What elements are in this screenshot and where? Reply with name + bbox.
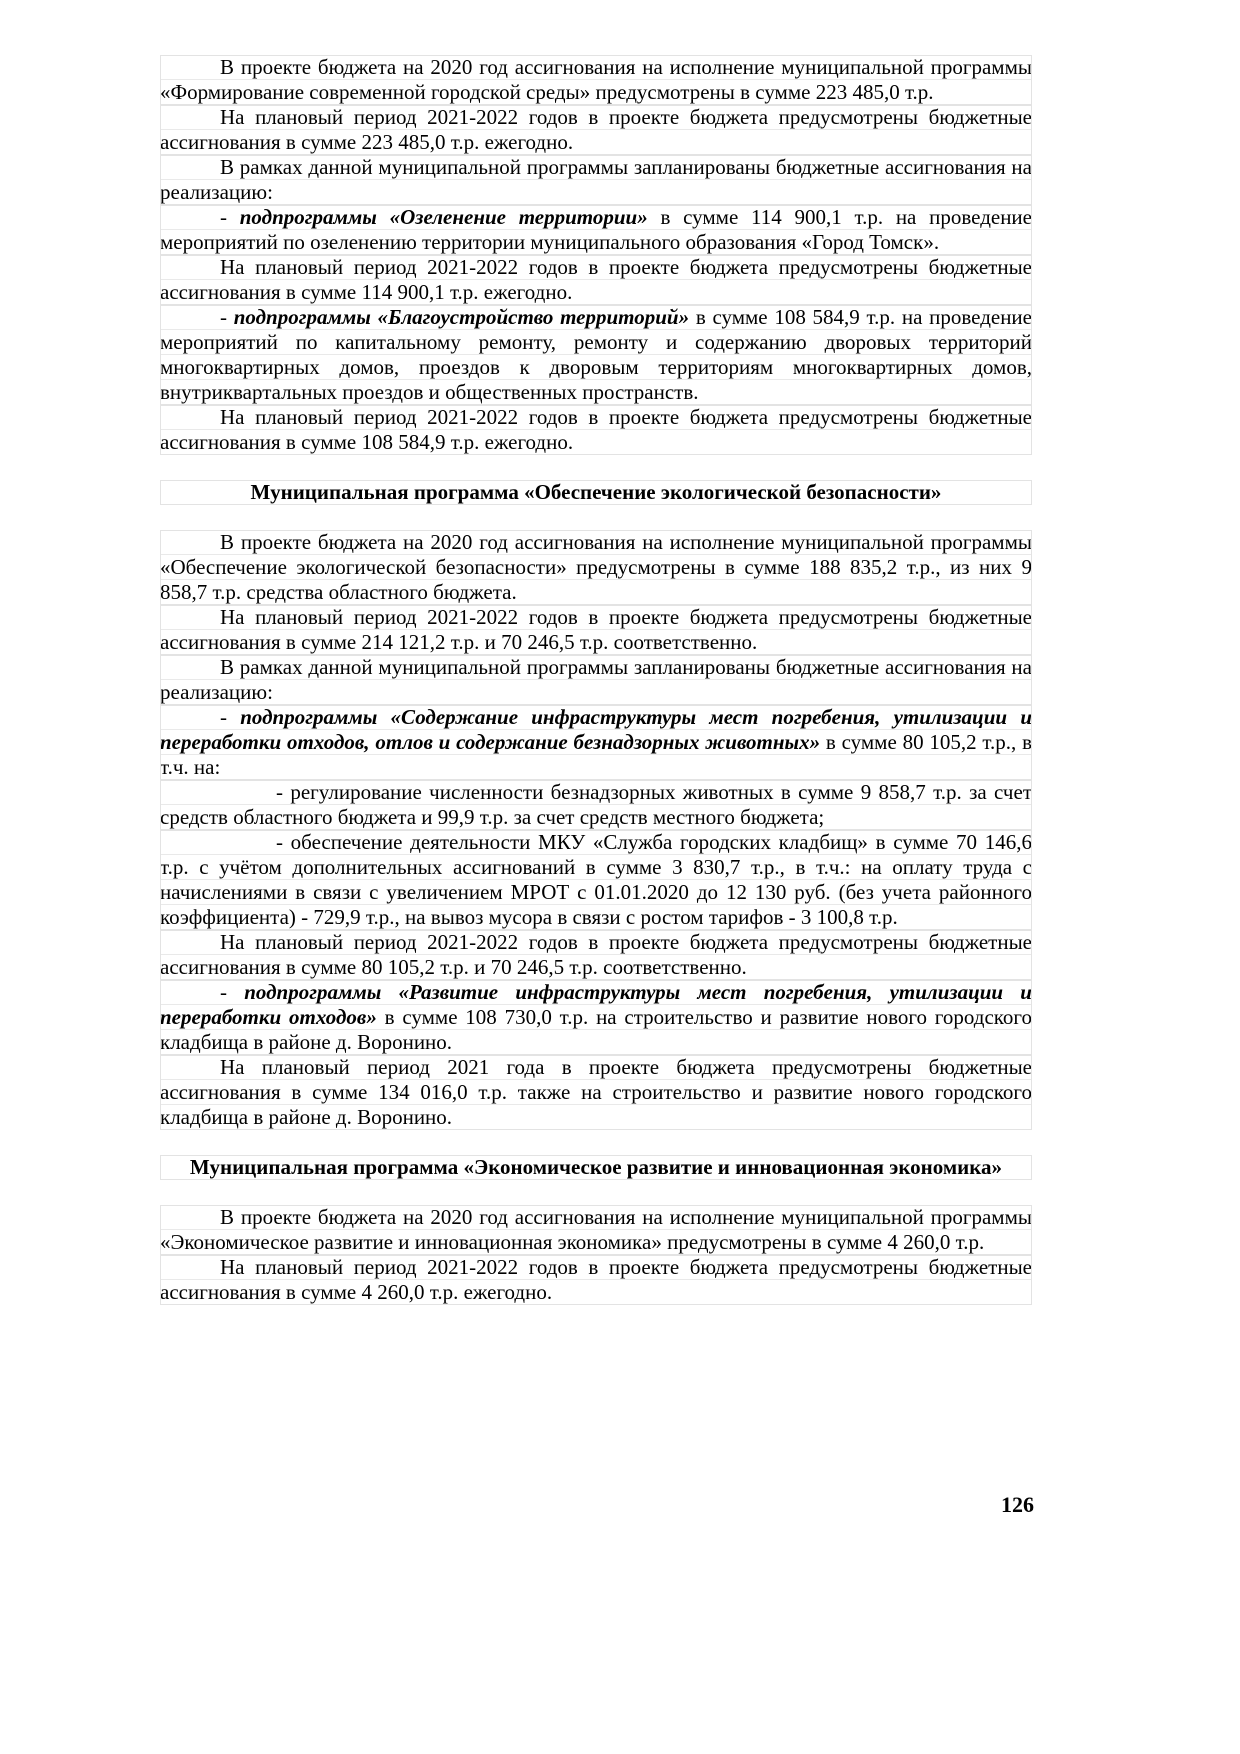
- paragraph-subitem: [160, 780, 1032, 830]
- subprogram-name: подпрограммы «Благоустройство территорий»: [233, 305, 690, 329]
- paragraph: [160, 1255, 1032, 1305]
- subprogram-name: подпрограммы «Развитие инфраструктуры мест погребения, утилизации и переработки отходов»: [160, 980, 1032, 1029]
- paragraph-text: На плановый период 2021-2022 годов в проекте бюджета предусмотрены бюджетные ассигнования в сумме 108 584,9 т.р. ежегодно.: [160, 405, 1032, 454]
- paragraph-text: - обеспечение деятельности МКУ «Служба городских кладбищ» в сумме 70 146,6 т.р. с учётом дополнительных ассигнований в сумме 3 830,7 т.р., в т.ч.: на оплату труда с начислениями в связи с увеличением МРОТ с 01.01.2020 до 12 130 руб. (без учета районного коэффициента) - 729,9 т.р., на вывоз мусора в связи с ростом тарифов - 3 100,8 т.р.: [160, 830, 1032, 929]
- paragraph-text: -: [220, 705, 241, 729]
- paragraph-text: -: [220, 305, 234, 329]
- paragraph: [160, 1055, 1032, 1130]
- paragraph: [160, 55, 1032, 105]
- paragraph-text: В проекте бюджета на 2020 год ассигнования на исполнение муниципальной программы «Экономическое развитие и инновационная экономика» предусмотрены в сумме 4 260,0 т.р.: [160, 1205, 1032, 1254]
- heading-text: Муниципальная программа «Экономическое развитие и инновационная экономика»: [189, 1155, 1003, 1179]
- paragraph-subprogram: [160, 205, 1032, 255]
- paragraph-text: На плановый период 2021-2022 годов в проекте бюджета предусмотрены бюджетные ассигнования в сумме 214 121,2 т.р. и 70 246,5 т.р. соответственно.: [160, 605, 1032, 654]
- paragraph-subitem: [160, 830, 1032, 930]
- paragraph-text: В проекте бюджета на 2020 год ассигнования на исполнение муниципальной программы «Формирование современной городской среды» предусмотрены в сумме 223 485,0 т.р.: [160, 55, 1032, 104]
- paragraph-text: В проекте бюджета на 2020 год ассигнования на исполнение муниципальной программы «Обеспечение экологической безопасности» предусмотрены в сумме 188 835,2 т.р., из них 9 858,7 т.р. средства областного бюджета.: [160, 530, 1032, 604]
- paragraph: [160, 530, 1032, 605]
- paragraph: [160, 105, 1032, 155]
- paragraph-text: В рамках данной муниципальной программы запланированы бюджетные ассигнования на реализацию:: [160, 155, 1032, 204]
- paragraph-subprogram: [160, 305, 1032, 405]
- paragraph-text: - регулирование численности безнадзорных животных в сумме 9 858,7 т.р. за счет средств областного бюджета и 99,9 т.р. за счет средств местного бюджета;: [160, 780, 1032, 829]
- paragraph-text: В рамках данной муниципальной программы запланированы бюджетные ассигнования на реализацию:: [160, 655, 1032, 704]
- page-number: 126: [1001, 1492, 1034, 1517]
- paragraph: [160, 655, 1032, 705]
- paragraph-text: в сумме 108 584,9 т.р. на проведение мероприятий по капитальному ремонту, ремонту и содержанию дворовых территорий многоквартирных домов, проездов к дворовым территориям многоквартирных домов, внутриквартальных проездов и общественных пространств.: [160, 305, 1032, 404]
- paragraph-text: На плановый период 2021-2022 годов в проекте бюджета предусмотрены бюджетные ассигнования в сумме 223 485,0 т.р. ежегодно.: [160, 105, 1032, 154]
- section-heading: [160, 480, 1032, 505]
- paragraph: [160, 155, 1032, 205]
- paragraph-text: На плановый период 2021-2022 годов в проекте бюджета предусмотрены бюджетные ассигнования в сумме 80 105,2 т.р. и 70 246,5 т.р. соответственно.: [160, 930, 1032, 979]
- paragraph: [160, 255, 1032, 305]
- paragraph-text: На плановый период 2021-2022 годов в проекте бюджета предусмотрены бюджетные ассигнования в сумме 4 260,0 т.р. ежегодно.: [160, 1255, 1032, 1304]
- paragraph-subprogram: [160, 705, 1032, 780]
- paragraph-text: -: [220, 980, 245, 1004]
- subprogram-name: подпрограммы «Озеленение территории»: [239, 205, 648, 229]
- paragraph-text: в сумме 108 730,0 т.р. на строительство и развитие нового городского кладбища в районе д. Воронино.: [160, 1005, 1033, 1054]
- paragraph: [160, 930, 1032, 980]
- paragraph-subprogram: [160, 980, 1032, 1055]
- paragraph-text: На плановый период 2021 года в проекте бюджета предусмотрены бюджетные ассигнования в сумме 134 016,0 т.р. также на строительство и развитие нового городского кладбища в районе д. Воронино.: [160, 1055, 1032, 1129]
- paragraph-text: На плановый период 2021-2022 годов в проекте бюджета предусмотрены бюджетные ассигнования в сумме 114 900,1 т.р. ежегодно.: [160, 255, 1032, 304]
- paragraph: [160, 605, 1032, 655]
- paragraph: [160, 1205, 1032, 1255]
- text-block: [160, 55, 1032, 1305]
- paragraph-text: в сумме 80 105,2 т.р., в т.ч. на:: [160, 730, 1032, 779]
- section-heading: [160, 1155, 1032, 1180]
- subprogram-name: подпрограммы «Содержание инфраструктуры мест погребения, утилизации и переработки отходов, отлов и содержание безнадзорных животных»: [160, 705, 1033, 754]
- paragraph-text: в сумме 114 900,1 т.р. на проведение мероприятий по озеленению территории муниципального образования «Город Томск».: [160, 205, 1032, 254]
- heading-text: Муниципальная программа «Обеспечение экологической безопасности»: [250, 480, 942, 504]
- paragraph: [160, 405, 1032, 455]
- paragraph-text: -: [220, 205, 240, 229]
